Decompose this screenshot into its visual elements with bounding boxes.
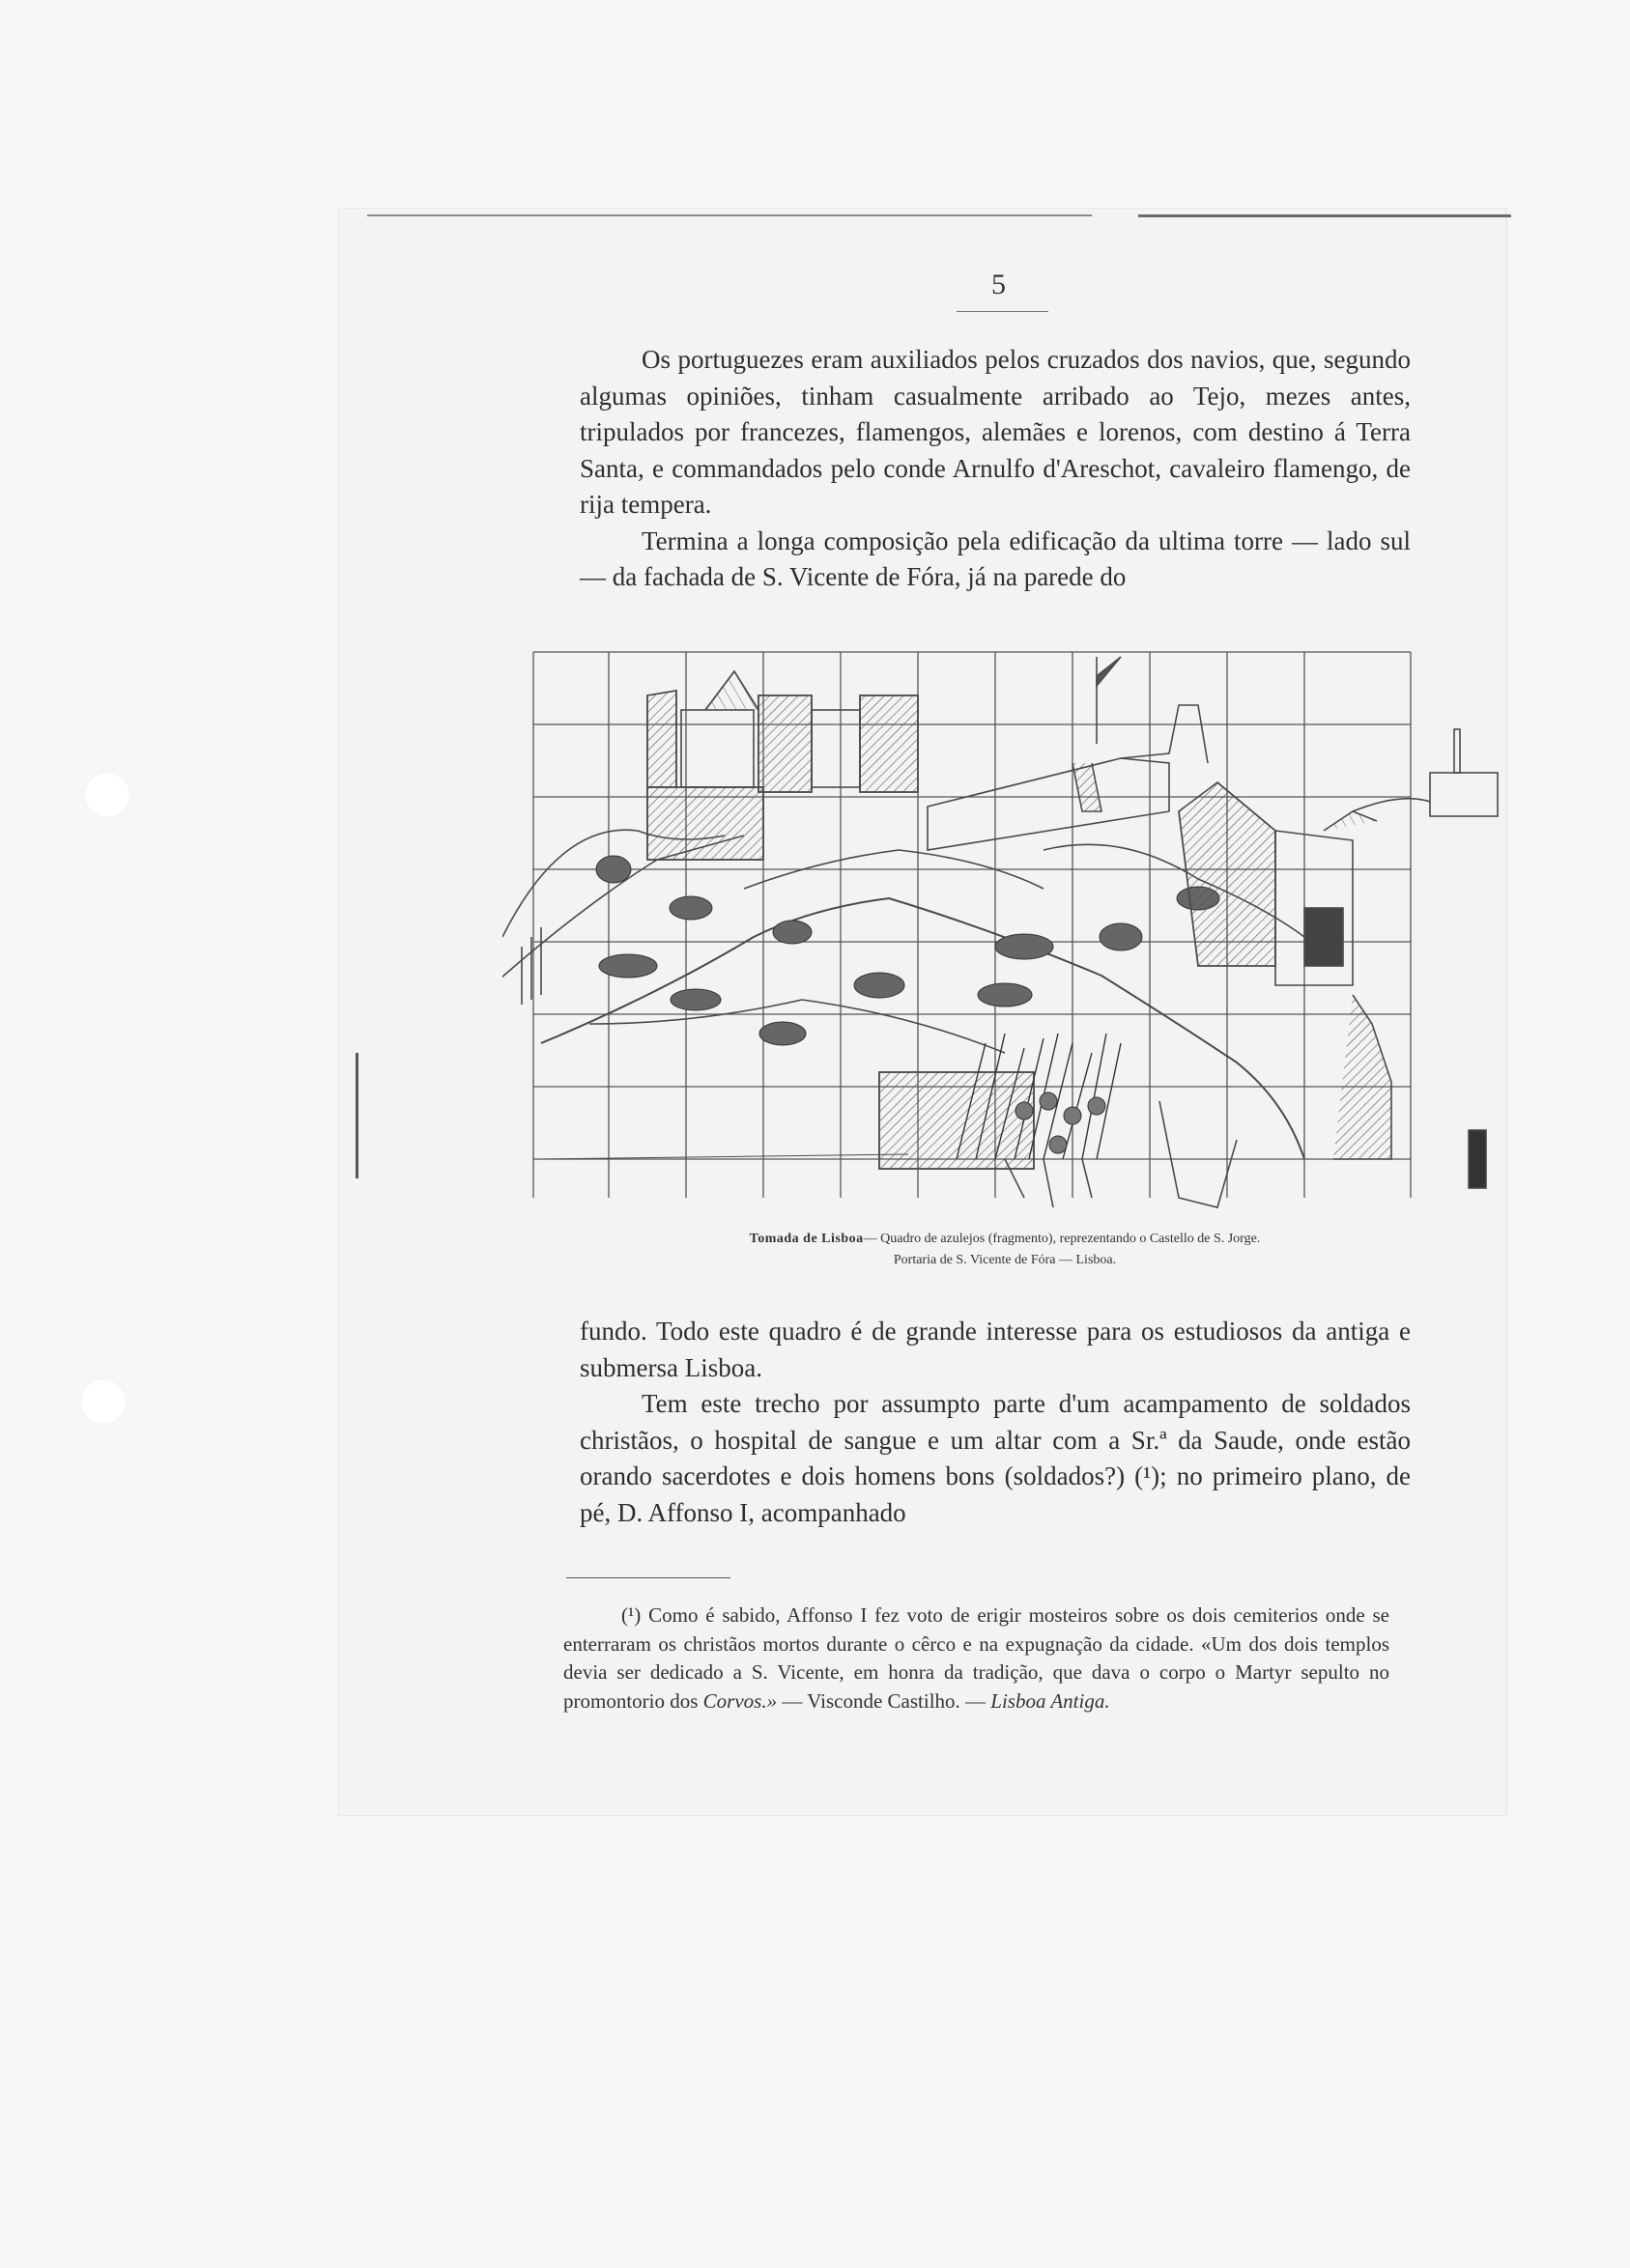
figure-caption bbox=[541, 1229, 1469, 1271]
footnote-rule bbox=[566, 1577, 730, 1578]
top-rule-right bbox=[1138, 214, 1511, 217]
page-number: 5 bbox=[991, 269, 1006, 300]
footnote-text: Como é sabido, Affonso I fez voto de erigir mosteiros sobre os dois cemiterios onde se enterraram os christãos mortos durante o cêrco e na expugnação da cidade. «Um dos dois templos devia ser dedicado a S. Vicente, em honra da tradição, que dava o corpo o Martyr sepulto no promontorio dos bbox=[563, 1603, 1389, 1713]
paragraph: fundo. Todo este quadro é de grande interesse para os estudiosos da antiga e submersa Lisboa. bbox=[580, 1317, 1411, 1382]
body-text-upper bbox=[580, 342, 1411, 596]
paragraph: Termina a longa composição pela edificação da ultima torre — lado sul — da fachada de S. Vicente de Fóra, já na parede do bbox=[580, 525, 1411, 591]
footnote bbox=[563, 1602, 1389, 1715]
castle-tile-illustration bbox=[502, 618, 1517, 1227]
body-text-lower bbox=[580, 1314, 1411, 1531]
footnote-work-title: Lisboa Antiga. bbox=[990, 1688, 1110, 1713]
margin-mark bbox=[356, 1053, 358, 1178]
caption-line-1 bbox=[541, 1229, 1469, 1250]
caption-title: Tomada de Lisboa bbox=[749, 1232, 864, 1246]
caption-line-2: Portaria de S. Vicente de Fóra — Lisboa. bbox=[893, 1253, 1117, 1267]
punch-hole-top bbox=[85, 773, 129, 817]
footnote-attribution: — Visconde Castilho. — bbox=[782, 1688, 987, 1713]
footnote-italic-term: Corvos.» bbox=[702, 1688, 778, 1713]
paragraph: Tem este trecho por assumpto parte d'um acampamento de soldados christãos, o hospital de sangue e um altar com a Sr.ª da Saude, onde estão orando sacerdotes e dois homens bons (soldados?) (¹); no primeiro plano, de pé, D. Affonso I, acompanhado bbox=[580, 1389, 1411, 1527]
top-rule-left bbox=[367, 214, 1092, 216]
punch-hole-bottom bbox=[81, 1379, 126, 1424]
footnote-marker: (¹) bbox=[621, 1603, 642, 1627]
page-number-rule bbox=[957, 311, 1048, 312]
caption-description: — Quadro de azulejos (fragmento), reprezentando o Castello de S. Jorge. bbox=[863, 1232, 1261, 1246]
paragraph: Os portuguezes eram auxiliados pelos cruzados dos navios, que, segundo algumas opiniões, tinham casualmente arribado ao Tejo, mezes antes, tripulados por francezes, flamengos, alemães e lorenos, com destino á Terra Santa, e commandados pelo conde Arnulfo d'Areschot, cavaleiro flamengo, de rija tempera. bbox=[580, 345, 1411, 519]
